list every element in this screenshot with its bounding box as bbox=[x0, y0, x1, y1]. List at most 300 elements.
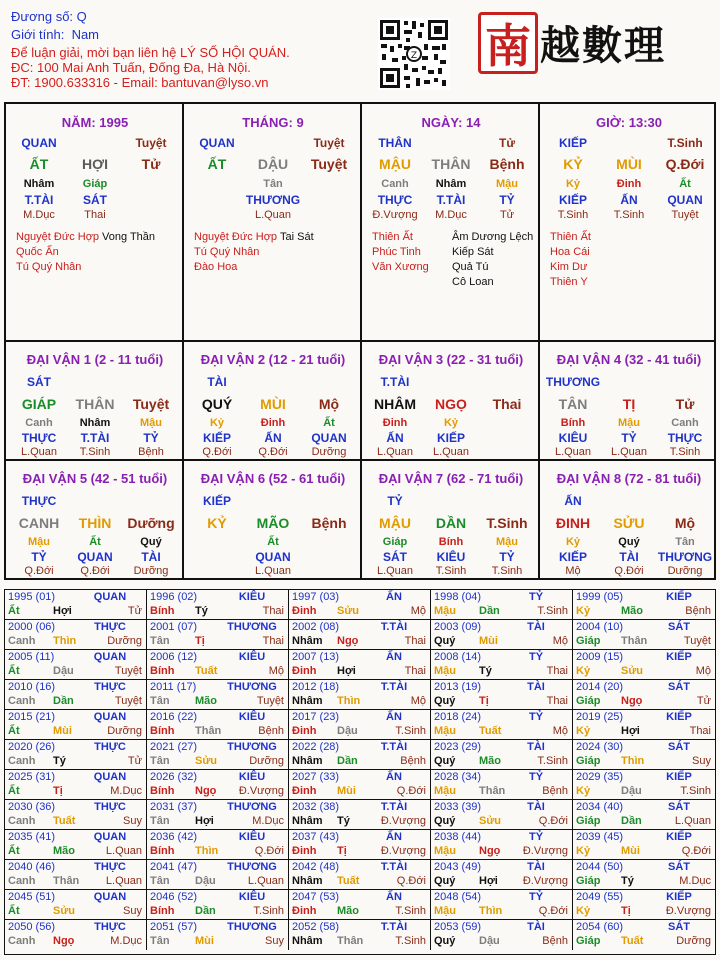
dai-van-main: T.Sinh bbox=[486, 515, 528, 531]
year-cell bbox=[573, 710, 715, 740]
pillar-gods-value: SÁT bbox=[83, 193, 107, 207]
year-stage: T.Sinh bbox=[537, 605, 568, 617]
year-god: TÀI bbox=[527, 921, 545, 933]
stars-right bbox=[280, 230, 314, 245]
year-god: KIẾP bbox=[666, 591, 692, 603]
year-cell bbox=[147, 590, 289, 620]
year-label: 2045 (51) bbox=[8, 891, 56, 903]
year-stage: T.Sinh bbox=[395, 725, 426, 737]
year-branch: Hợi bbox=[621, 725, 640, 737]
year-cell bbox=[5, 590, 147, 620]
year-branch: Dần bbox=[337, 755, 358, 767]
year-god: T.TÀI bbox=[380, 681, 408, 693]
year-stem: Canh bbox=[8, 935, 36, 947]
dai-van-cell bbox=[6, 342, 184, 460]
year-cell bbox=[289, 650, 431, 680]
year-god: ẤN bbox=[386, 591, 402, 603]
year-label: 2011 (17) bbox=[150, 681, 197, 693]
contact-line-2: ĐC: 100 Mai Anh Tuấn, Đống Đa, Hà Nội. bbox=[11, 60, 251, 75]
pillar-top-value: KIẾP bbox=[558, 136, 587, 150]
year-god: SÁT bbox=[668, 861, 690, 873]
pillar-top-value: THÂN bbox=[378, 136, 412, 150]
pillar-stages-value: M.Dục bbox=[23, 209, 55, 221]
dai-van-cell bbox=[6, 461, 184, 579]
year-stage: Bệnh bbox=[400, 755, 426, 767]
year-god: SÁT bbox=[668, 921, 690, 933]
year-branch: Dần bbox=[621, 815, 642, 827]
year-branch: Sửu bbox=[337, 605, 360, 617]
star-label: Đào Hoa bbox=[194, 261, 238, 273]
pillar-top-value: QUAN bbox=[199, 136, 235, 150]
dai-van-stage: Q.Đới bbox=[202, 446, 232, 458]
pillar-main-value: Tử bbox=[141, 156, 161, 172]
year-cell bbox=[147, 770, 289, 800]
year-grid bbox=[4, 589, 716, 955]
dai-van-hidden: Canh bbox=[25, 417, 53, 429]
year-god: TỶ bbox=[528, 711, 544, 723]
dai-van-title: ĐẠI VẬN 3 (22 - 31 tuổi) bbox=[378, 352, 524, 367]
dai-van-hidden: Ất bbox=[267, 536, 279, 548]
year-stem: Bính bbox=[150, 905, 175, 917]
year-stem: Canh bbox=[8, 815, 36, 827]
year-cell bbox=[573, 590, 715, 620]
year-stem: Kỷ bbox=[576, 725, 591, 737]
dai-van-cell bbox=[362, 342, 540, 460]
logo-char: 南 bbox=[485, 19, 531, 73]
year-god: THỰC bbox=[94, 861, 126, 873]
year-god: TỶ bbox=[528, 591, 544, 603]
dai-van-stage: L.Quan bbox=[254, 565, 292, 577]
year-stem: Nhâm bbox=[292, 875, 323, 887]
year-label: 2050 (56) bbox=[8, 921, 56, 933]
year-stage: Đ.Vượng bbox=[238, 785, 284, 797]
year-god: KIÊU bbox=[238, 831, 266, 843]
year-cell bbox=[147, 740, 289, 770]
year-branch: Thân bbox=[621, 635, 648, 647]
dai-van-main: ĐINH bbox=[555, 515, 591, 531]
dai-van-gods: TÀI bbox=[141, 550, 161, 564]
year-label: 2023 (29) bbox=[434, 741, 482, 753]
year-cell bbox=[147, 920, 289, 950]
year-cell bbox=[5, 860, 147, 890]
dai-van-gods: THỰC bbox=[667, 431, 703, 445]
year-label: 2010 (16) bbox=[8, 681, 56, 693]
year-label: 2031 (37) bbox=[150, 801, 198, 813]
year-stem: Quý bbox=[434, 815, 456, 827]
year-label: 2039 (45) bbox=[576, 831, 624, 843]
pillar-hidden-value: Canh bbox=[381, 178, 409, 190]
pillar-stages-value: Tử bbox=[499, 209, 515, 221]
year-label: 2047 (53) bbox=[292, 891, 340, 903]
header-info bbox=[11, 9, 290, 90]
dai-van-main: CANH bbox=[18, 515, 60, 531]
year-stage: Dưỡng bbox=[249, 755, 284, 767]
dai-van-main: KỶ bbox=[207, 515, 227, 531]
dai-van-gods: ẤN bbox=[264, 431, 282, 445]
year-cell bbox=[289, 710, 431, 740]
year-branch: Mùi bbox=[621, 845, 640, 857]
dai-van-hidden: Đinh bbox=[382, 417, 408, 429]
year-stem: Nhâm bbox=[292, 815, 323, 827]
star-label: Văn Xương bbox=[372, 261, 429, 273]
dai-van-hidden: Tân bbox=[675, 536, 695, 548]
year-cell bbox=[431, 770, 573, 800]
year-cell bbox=[431, 710, 573, 740]
year-stage: L.Quan bbox=[247, 875, 284, 887]
year-branch: Dần bbox=[53, 695, 74, 707]
dai-van-hidden: Ất bbox=[89, 536, 101, 548]
year-stem: Giáp bbox=[576, 875, 601, 887]
year-god: SÁT bbox=[668, 741, 690, 753]
stars-right bbox=[452, 230, 533, 290]
year-label: 2014 (20) bbox=[576, 681, 624, 693]
year-label: 2051 (57) bbox=[150, 921, 198, 933]
year-stage: Suy bbox=[123, 905, 142, 917]
year-cell bbox=[431, 890, 573, 920]
star-label: Thiên Y bbox=[550, 276, 588, 288]
year-stage: T.Sinh bbox=[395, 935, 426, 947]
year-stage: Thai bbox=[404, 635, 426, 647]
year-branch: Hợi bbox=[337, 665, 356, 677]
dai-van-gods: KIẾP bbox=[558, 550, 587, 564]
year-stage: Đ.Vượng bbox=[665, 905, 711, 917]
dai-van-stage: L.Quan bbox=[554, 446, 592, 458]
dai-van-god: KIẾP bbox=[202, 494, 231, 508]
year-stage: T.Sinh bbox=[680, 785, 711, 797]
year-branch: Mùi bbox=[195, 935, 214, 947]
year-branch: Tị bbox=[195, 635, 205, 647]
year-stem: Nhâm bbox=[292, 755, 323, 767]
stars-left bbox=[16, 230, 99, 275]
year-cell bbox=[147, 890, 289, 920]
year-stage: Thai bbox=[262, 605, 284, 617]
year-label: 2005 (11) bbox=[8, 651, 55, 663]
star-label: Tú Quý Nhân bbox=[16, 261, 82, 273]
dai-van-stage: L.Quan bbox=[376, 446, 414, 458]
year-stage: Bệnh bbox=[685, 605, 711, 617]
year-god: T.TÀI bbox=[380, 801, 408, 813]
pillar-top-value: Tử bbox=[498, 136, 516, 150]
year-branch: Thân bbox=[195, 725, 222, 737]
year-cell bbox=[573, 800, 715, 830]
dai-van-stage: T.Sinh bbox=[435, 565, 467, 577]
pillar-main-value: DẬU bbox=[257, 156, 289, 172]
pillar-main-value: Tuyệt bbox=[310, 156, 348, 172]
year-label: 2034 (40) bbox=[576, 801, 624, 813]
year-branch: Tuất bbox=[337, 875, 360, 887]
year-stem: Mậu bbox=[434, 725, 456, 737]
year-stem: Quý bbox=[434, 875, 456, 887]
dai-van-gods: TỶ bbox=[621, 431, 637, 445]
year-stem: Đinh bbox=[292, 725, 317, 737]
dai-van-gods: QUAN bbox=[311, 431, 347, 445]
dai-van-cell bbox=[540, 461, 718, 579]
year-god: THỰC bbox=[94, 801, 126, 813]
dai-van-title: ĐẠI VẬN 7 (62 - 71 tuổi) bbox=[378, 471, 524, 486]
year-stem: Mậu bbox=[434, 905, 456, 917]
pillar-cell bbox=[540, 104, 718, 340]
star-label: Hoa Cái bbox=[550, 246, 590, 258]
year-cell bbox=[431, 740, 573, 770]
year-stage: Tử bbox=[696, 695, 711, 707]
year-stem: Bính bbox=[150, 605, 175, 617]
dai-van-gods: KIÊU bbox=[558, 431, 588, 445]
dai-van-stage: T.Sinh bbox=[79, 446, 111, 458]
year-stem: Tân bbox=[150, 875, 170, 887]
year-stem: Đinh bbox=[292, 845, 317, 857]
year-branch: Tý bbox=[195, 605, 208, 617]
year-cell bbox=[5, 620, 147, 650]
dai-van-main: THÌN bbox=[78, 515, 112, 531]
pillar-title: GIỜ: 13:30 bbox=[595, 115, 662, 130]
pillar-stages-value: Đ.Vượng bbox=[372, 209, 418, 221]
year-stem: Mậu bbox=[434, 845, 456, 857]
pillar-gods-value: T.TÀI bbox=[24, 193, 54, 207]
year-god: TÀI bbox=[527, 741, 545, 753]
year-branch: Dậu bbox=[479, 935, 500, 947]
year-stem: Giáp bbox=[576, 815, 601, 827]
year-cell bbox=[147, 620, 289, 650]
star-label: Nguyệt Đức Hợp bbox=[194, 231, 278, 243]
year-god: TỶ bbox=[528, 831, 544, 843]
year-label: 2035 (41) bbox=[8, 831, 56, 843]
year-branch: Mùi bbox=[337, 785, 356, 797]
pillar-stages-value: T.Sinh bbox=[557, 209, 589, 221]
star-label: Âm Dương Lệch bbox=[452, 231, 534, 243]
year-branch: Ngọ bbox=[479, 845, 501, 857]
year-stem: Ất bbox=[8, 665, 20, 677]
year-label: 1998 (04) bbox=[434, 591, 482, 603]
pillar-hidden-value: Ất bbox=[679, 178, 691, 190]
year-label: 2037 (43) bbox=[292, 831, 340, 843]
year-label: 2006 (12) bbox=[150, 651, 198, 663]
year-label: 2001 (07) bbox=[150, 621, 198, 633]
dai-van-gods: QUAN bbox=[77, 550, 113, 564]
year-branch: Thân bbox=[337, 935, 364, 947]
year-label: 1996 (02) bbox=[150, 591, 198, 603]
year-god: KIÊU bbox=[238, 651, 266, 663]
dai-van-stage: L.Quan bbox=[432, 446, 470, 458]
year-label: 2007 (13) bbox=[292, 651, 340, 663]
year-label: 2003 (09) bbox=[434, 621, 482, 633]
year-god: ẤN bbox=[386, 771, 402, 783]
year-god: TỶ bbox=[528, 651, 544, 663]
stars-left bbox=[372, 230, 429, 275]
year-god: TÀI bbox=[527, 801, 545, 813]
star-label: Vong Thần bbox=[102, 231, 156, 243]
dai-van-gods: TỶ bbox=[499, 550, 515, 564]
dai-van-main: MÃO bbox=[256, 515, 290, 531]
dai-van-gods: KIẾP bbox=[436, 431, 465, 445]
year-label: 2009 (15) bbox=[576, 651, 624, 663]
year-cell bbox=[431, 830, 573, 860]
year-stem: Bính bbox=[150, 845, 175, 857]
year-stage: Mộ bbox=[695, 665, 711, 677]
year-stage: T.Sinh bbox=[537, 755, 568, 767]
dai-van-main: QUÝ bbox=[201, 396, 233, 412]
dai-van-god: THƯƠNG bbox=[545, 375, 601, 389]
qr-code-icon bbox=[378, 18, 450, 90]
year-branch: Sửu bbox=[195, 755, 218, 767]
year-stage: Q.Đới bbox=[396, 875, 426, 887]
year-branch: Thân bbox=[479, 785, 506, 797]
pillar-stages-value: Tuyệt bbox=[671, 209, 699, 221]
dai-van-cell bbox=[184, 461, 362, 579]
year-label: 2030 (36) bbox=[8, 801, 56, 813]
year-god: QUAN bbox=[93, 891, 127, 903]
year-label: 1995 (01) bbox=[8, 591, 56, 603]
dai-van-title: ĐẠI VẬN 2 (12 - 21 tuổi) bbox=[200, 352, 346, 367]
year-stem: Nhâm bbox=[292, 695, 323, 707]
year-god: THƯƠNG bbox=[227, 741, 277, 753]
year-cell bbox=[289, 770, 431, 800]
year-branch: Thìn bbox=[479, 905, 503, 917]
year-stage: Đ.Vượng bbox=[522, 875, 568, 887]
dai-van-hidden: Mậu bbox=[618, 417, 640, 429]
year-branch: Dần bbox=[479, 605, 500, 617]
year-label: 2020 (26) bbox=[8, 741, 56, 753]
star-label: Tai Sát bbox=[280, 231, 314, 243]
year-branch: Thìn bbox=[337, 695, 361, 707]
year-label: 2046 (52) bbox=[150, 891, 198, 903]
year-stage: L.Quan bbox=[105, 845, 142, 857]
year-stage: Đ.Vượng bbox=[522, 845, 568, 857]
year-stage: Q.Đới bbox=[254, 845, 284, 857]
year-branch: Hợi bbox=[195, 815, 214, 827]
logo-seal bbox=[478, 12, 538, 74]
pillar-cell bbox=[184, 104, 362, 340]
dai-van-hidden: Ất bbox=[323, 417, 335, 429]
year-stem: Quý bbox=[434, 635, 456, 647]
dai-van-main: GIÁP bbox=[21, 396, 57, 412]
dai-van-main: DẦN bbox=[435, 515, 467, 531]
year-god: ẤN bbox=[386, 711, 402, 723]
star-label: Thiên Ất bbox=[372, 231, 413, 243]
year-cell bbox=[289, 860, 431, 890]
year-stem: Ất bbox=[8, 845, 20, 857]
year-stem: Canh bbox=[8, 695, 36, 707]
year-label: 2033 (39) bbox=[434, 801, 482, 813]
year-branch: Thìn bbox=[621, 755, 645, 767]
year-label: 2017 (23) bbox=[292, 711, 340, 723]
main-chart bbox=[4, 102, 716, 580]
year-stem: Tân bbox=[150, 815, 170, 827]
year-stage: L.Quan bbox=[105, 875, 142, 887]
pillar-title: THÁNG: 9 bbox=[242, 115, 304, 130]
year-stem: Kỷ bbox=[576, 665, 591, 677]
star-label: Kiếp Sát bbox=[452, 246, 494, 258]
brand-title: 越數理 bbox=[540, 22, 666, 69]
dai-van-main: Mộ bbox=[318, 396, 340, 412]
year-god: SÁT bbox=[668, 621, 690, 633]
dai-van-hidden: Canh bbox=[671, 417, 699, 429]
year-stem: Quý bbox=[434, 755, 456, 767]
dai-van-hidden: Quý bbox=[140, 536, 162, 548]
year-stem: Bính bbox=[150, 665, 175, 677]
year-stage: Đ.Vượng bbox=[380, 815, 426, 827]
year-label: 2015 (21) bbox=[8, 711, 56, 723]
pillar-hidden-value: Đinh bbox=[616, 178, 642, 190]
dai-van-hidden: Kỷ bbox=[565, 536, 581, 548]
year-stage: Suy bbox=[692, 755, 711, 767]
year-stem: Nhâm bbox=[292, 935, 323, 947]
year-label: 2054 (60) bbox=[576, 921, 624, 933]
dai-van-main: SỬU bbox=[613, 515, 645, 531]
year-cell bbox=[431, 680, 573, 710]
dai-van-main: Dưỡng bbox=[127, 515, 175, 531]
dai-van-main: Bệnh bbox=[311, 515, 347, 531]
year-branch: Dậu bbox=[621, 785, 642, 797]
pillar-top-value: T.Sinh bbox=[667, 136, 703, 150]
year-stem: Tân bbox=[150, 635, 170, 647]
year-god: TỶ bbox=[528, 771, 544, 783]
star-label: Quốc Ấn bbox=[16, 246, 59, 258]
pillar-gods-value: KIẾP bbox=[558, 193, 587, 207]
year-stem: Tân bbox=[150, 935, 170, 947]
year-stem: Kỷ bbox=[576, 845, 591, 857]
pillar-cell bbox=[6, 104, 184, 340]
year-god: TÀI bbox=[527, 621, 545, 633]
year-cell bbox=[573, 650, 715, 680]
year-label: 2000 (06) bbox=[8, 621, 56, 633]
year-stage: Thai bbox=[546, 695, 568, 707]
year-god: QUAN bbox=[93, 651, 127, 663]
year-label: 2036 (42) bbox=[150, 831, 198, 843]
year-branch: Mão bbox=[195, 695, 217, 707]
pillar-main-value: ẤT bbox=[29, 156, 49, 172]
pillar-cell bbox=[362, 104, 540, 340]
year-branch: Mùi bbox=[479, 635, 498, 647]
year-cell bbox=[5, 920, 147, 950]
pillar-top-value: QUAN bbox=[21, 136, 57, 150]
year-stem: Bính bbox=[150, 725, 175, 737]
year-stage: Q.Đới bbox=[681, 845, 711, 857]
year-stage: Dưỡng bbox=[676, 935, 711, 947]
year-cell bbox=[431, 620, 573, 650]
year-god: QUAN bbox=[93, 771, 127, 783]
svg-text:Z: Z bbox=[410, 51, 418, 61]
year-stage: Tuyệt bbox=[256, 695, 284, 707]
year-label: 2028 (34) bbox=[434, 771, 482, 783]
dai-van-gods: SÁT bbox=[383, 550, 407, 564]
pillar-main-value: Bệnh bbox=[489, 156, 525, 172]
star-label: Kim Dư bbox=[550, 261, 588, 273]
star-label: Tú Quý Nhân bbox=[194, 246, 260, 258]
year-label: 2021 (27) bbox=[150, 741, 198, 753]
dai-van-main: THÂN bbox=[75, 396, 115, 412]
dai-van-hidden: Mậu bbox=[140, 417, 162, 429]
year-branch: Tị bbox=[53, 785, 63, 797]
dai-van-stage: Bệnh bbox=[138, 446, 164, 458]
dai-van-hidden: Kỷ bbox=[209, 417, 225, 429]
year-cell bbox=[573, 680, 715, 710]
dai-van-god: TỶ bbox=[387, 494, 403, 508]
year-cell bbox=[147, 860, 289, 890]
year-label: 2022 (28) bbox=[292, 741, 340, 753]
year-label: 2002 (08) bbox=[292, 621, 340, 633]
dai-van-stage: T.Sinh bbox=[669, 446, 701, 458]
year-stem: Đinh bbox=[292, 785, 317, 797]
year-god: THƯƠNG bbox=[227, 621, 277, 633]
year-cell bbox=[573, 860, 715, 890]
dai-van-stage: L.Quan bbox=[20, 446, 58, 458]
year-cell bbox=[289, 890, 431, 920]
year-god: KIÊU bbox=[238, 891, 266, 903]
dai-van-main: Tử bbox=[675, 396, 695, 412]
dai-van-title: ĐẠI VẬN 4 (32 - 41 tuổi) bbox=[556, 352, 702, 367]
year-branch: Tị bbox=[621, 905, 631, 917]
dai-van-stage: Dưỡng bbox=[311, 446, 347, 458]
